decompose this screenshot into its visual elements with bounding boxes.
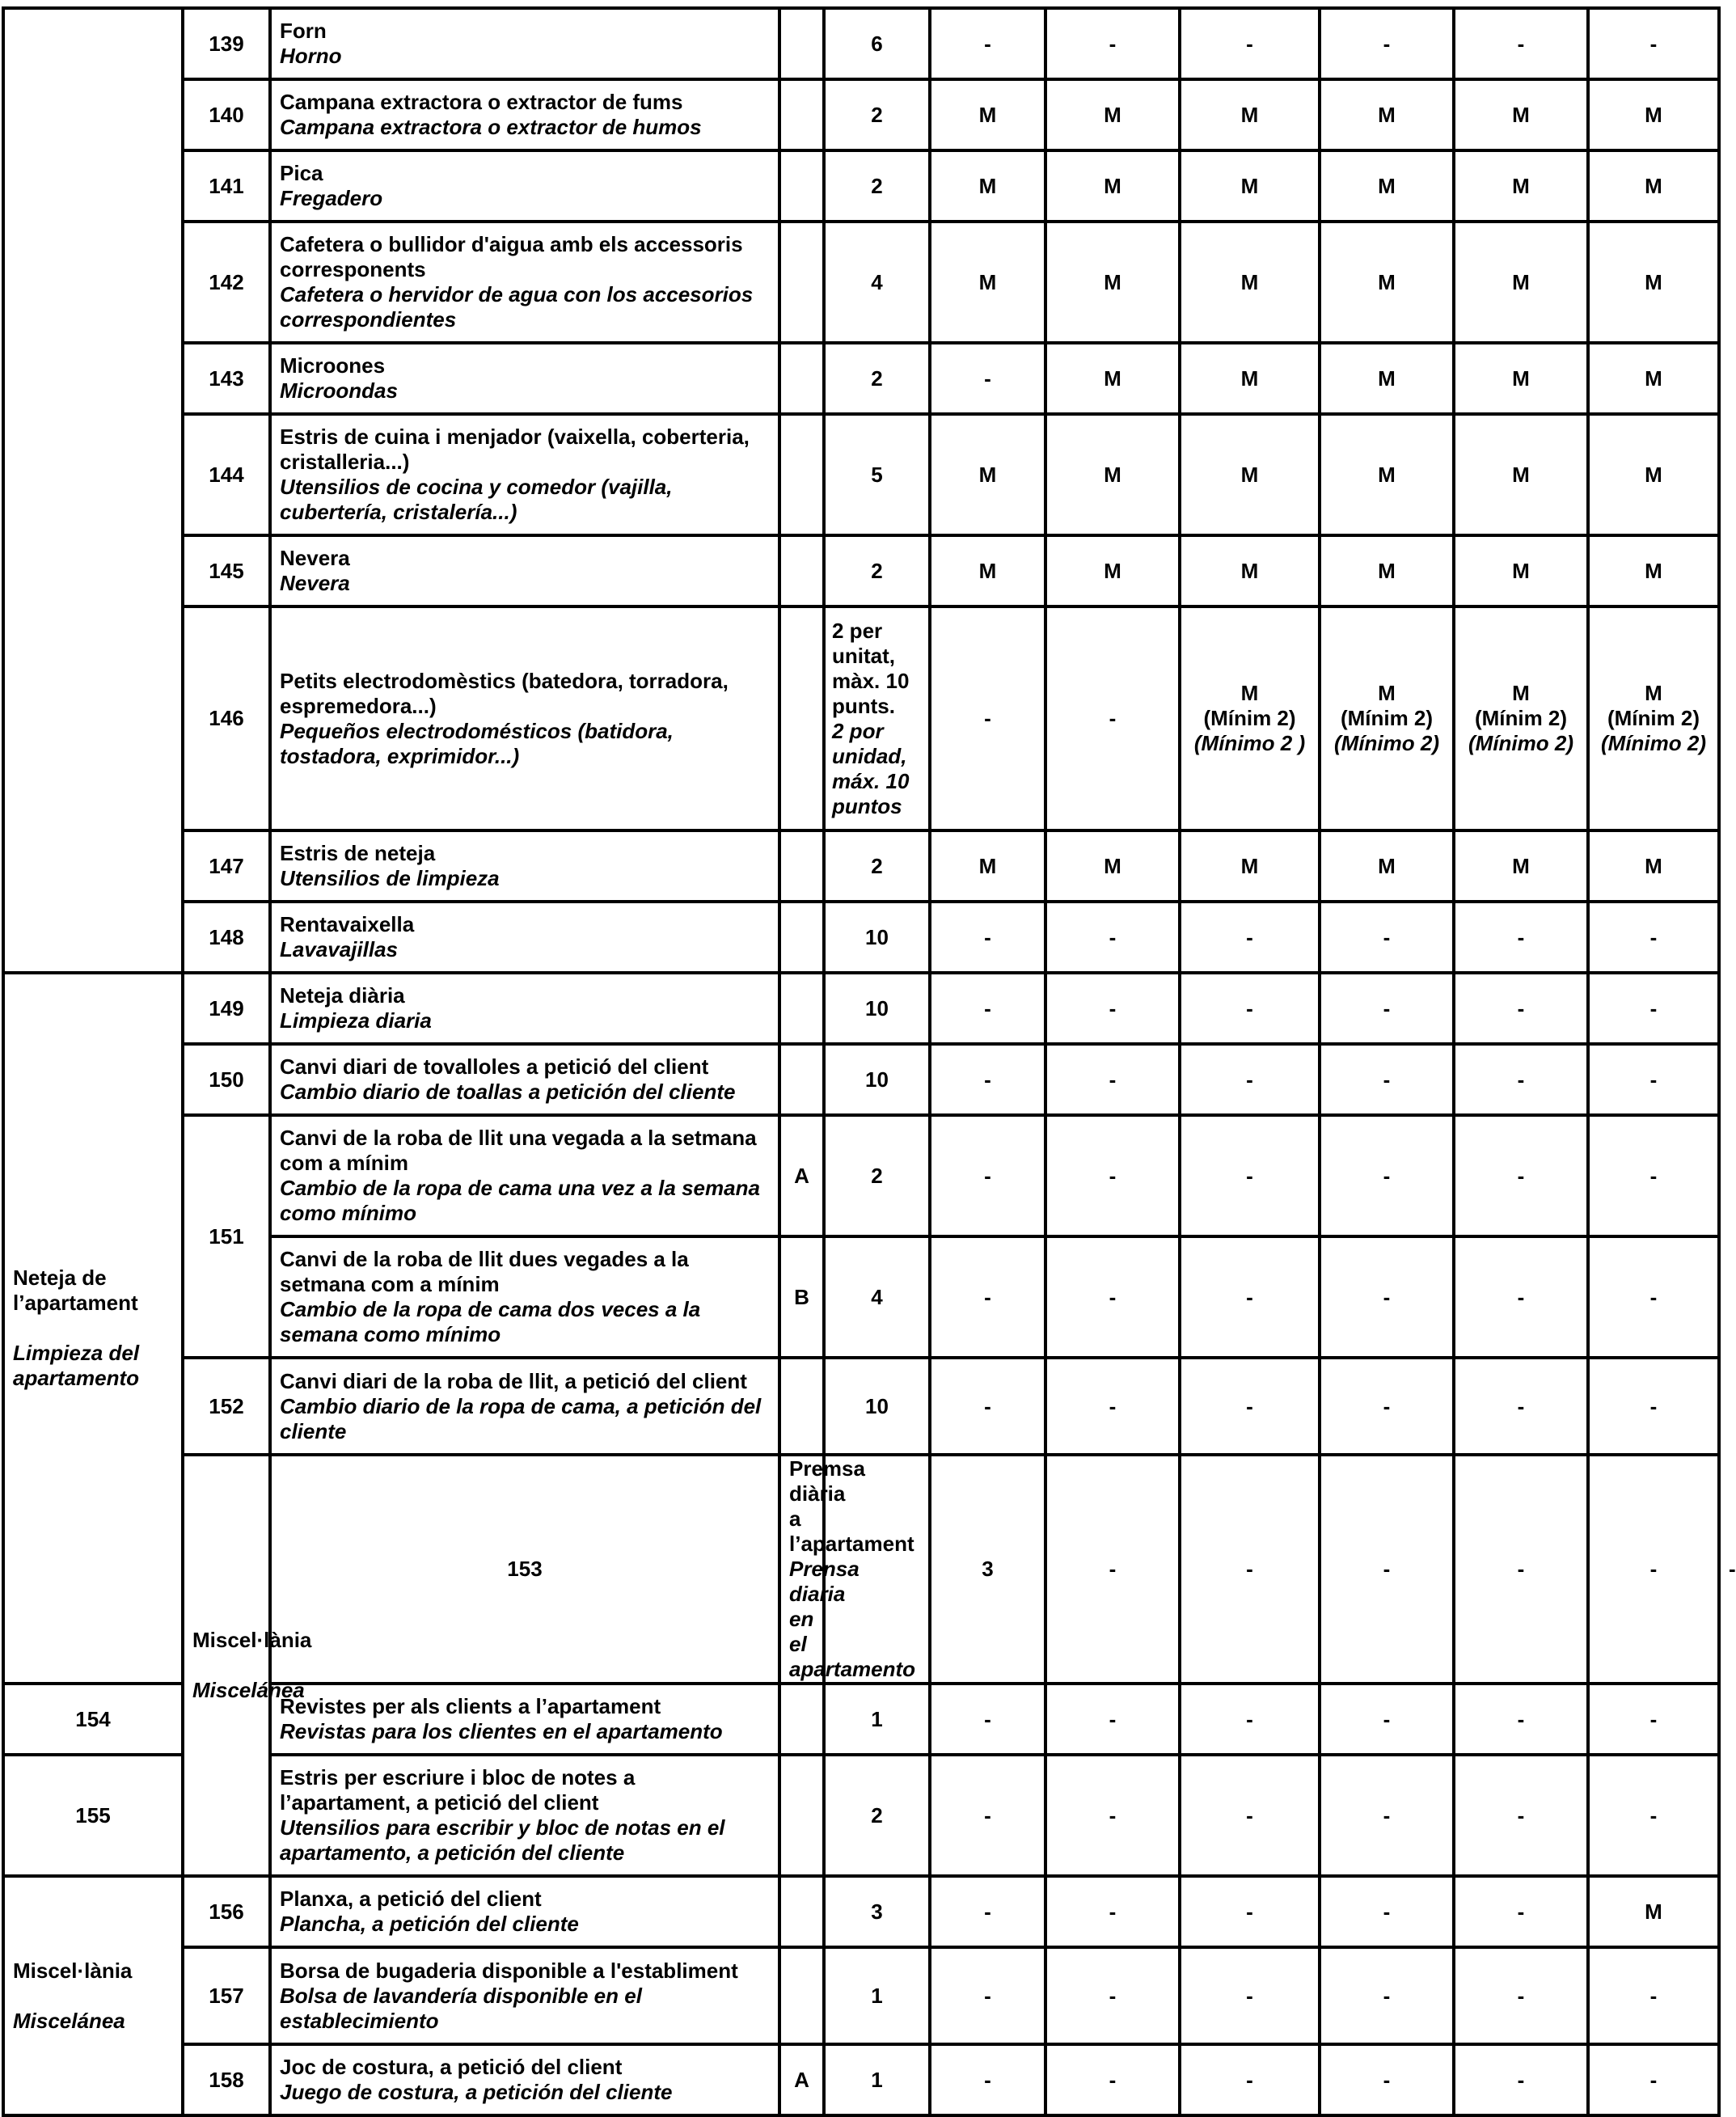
- item-points: [824, 606, 930, 830]
- item-description: [270, 150, 779, 222]
- category-value: -: [930, 1358, 1045, 1455]
- item-label-ca: Cafetera o bullidor d'aigua amb els accessoris corresponents: [280, 232, 743, 281]
- item-points: 4: [824, 222, 930, 343]
- table-row: [3, 973, 1719, 1044]
- category-value: M: [1180, 150, 1320, 222]
- item-number: 151: [183, 1115, 270, 1358]
- category-value: -: [1045, 606, 1180, 830]
- category-value: -: [1320, 973, 1454, 1044]
- category-value: M: [930, 414, 1045, 535]
- item-flag: [779, 8, 824, 79]
- item-label-es: Utensilios de limpieza: [280, 866, 500, 890]
- category-value: M: [1588, 150, 1719, 222]
- table-row: [3, 1358, 1719, 1455]
- item-points: 10: [824, 1358, 930, 1455]
- item-flag: A: [779, 1115, 824, 1236]
- category-cell-miscelania1: [183, 1455, 312, 1876]
- category-value: -: [930, 606, 1045, 830]
- item-label-es: Prensa diaria en el apartamento: [789, 1557, 916, 1681]
- value-minimum-ca: (Mínim 2): [1474, 706, 1568, 730]
- category-value: -: [930, 8, 1045, 79]
- item-label-es: Cafetera o hervidor de agua con los accesorios correspondientes: [280, 282, 754, 332]
- item-label-es: Utensilios de cocina y comedor (vajilla, cubertería, cristalería...): [280, 475, 673, 524]
- item-label-es: Juego de costura, a petición del cliente: [280, 2080, 673, 2104]
- category-value: -: [1180, 1947, 1320, 2044]
- category-value: -: [1320, 1044, 1454, 1115]
- item-points: 10: [824, 902, 930, 973]
- item-label-ca: Pica: [280, 161, 323, 185]
- category-value: -: [1045, 1684, 1180, 1755]
- item-label-ca: Borsa de bugaderia disponible a l'establiment: [280, 1958, 738, 1983]
- category-value: -: [1320, 1876, 1454, 1947]
- category-value: -: [1045, 1455, 1180, 1684]
- item-label-es: Cambio de la ropa de cama una vez a la semana como mínimo: [280, 1176, 760, 1225]
- category-value: [1180, 606, 1320, 830]
- value-mandatory: M: [1240, 681, 1259, 705]
- category-label-ca: Neteja de l’apartament: [13, 1266, 138, 1315]
- category-value: M: [1320, 535, 1454, 606]
- category-value: -: [930, 1684, 1045, 1755]
- category-value: -: [930, 2044, 1045, 2115]
- item-label-ca: Planxa, a petició del client: [280, 1887, 542, 1911]
- category-value: -: [1320, 1236, 1454, 1358]
- item-label-ca: Canvi diari de la roba de llit, a petició del client: [280, 1368, 747, 1393]
- item-number: 157: [183, 1947, 270, 2044]
- item-label-ca: Canvi diari de tovalloles a petició del client: [280, 1054, 709, 1079]
- item-label-es: Nevera: [280, 571, 350, 595]
- category-value: M: [1320, 830, 1454, 902]
- category-value: M: [1180, 222, 1320, 343]
- item-points: 2: [824, 535, 930, 606]
- category-value: -: [930, 1876, 1045, 1947]
- category-value: -: [1180, 1115, 1320, 1236]
- category-value: -: [930, 343, 1045, 414]
- item-number: 140: [183, 79, 270, 150]
- item-flag: [779, 1876, 824, 1947]
- category-value: -: [1045, 1115, 1180, 1236]
- table-row: [3, 1044, 1719, 1115]
- category-value: -: [1045, 1236, 1180, 1358]
- item-flag: [779, 973, 824, 1044]
- category-value: -: [1454, 1358, 1588, 1455]
- item-label-es: Utensilios para escribir y bloc de notas en el apartamento, a petición del cliente: [280, 1815, 725, 1865]
- table-row: Miscel·lània Miscelánea 153 Premsa diària a l’apartament Prensa diaria en el apartamento 3 - - - - - -: [3, 1455, 1719, 1684]
- item-points: 2: [824, 150, 930, 222]
- item-label-es: Pequeños electrodomésticos (batidora, tostadora, exprimidor...): [280, 718, 674, 768]
- item-label-es: Limpieza diaria: [280, 1008, 432, 1033]
- item-points: 3: [824, 1876, 930, 1947]
- category-value: M: [1454, 79, 1588, 150]
- criteria-table: [2, 6, 1736, 2117]
- item-number: 158: [183, 2044, 270, 2115]
- category-value: M: [930, 535, 1045, 606]
- category-value: -: [930, 1947, 1045, 2044]
- category-value: -: [1454, 2044, 1588, 2115]
- category-value: M: [1045, 535, 1180, 606]
- value-minimum-es: (Mínimo 2): [1334, 731, 1439, 755]
- item-description: [779, 1455, 916, 1684]
- item-label-es: Bolsa de lavandería disponible en el establecimiento: [280, 1983, 642, 2033]
- category-value: M: [1045, 830, 1180, 902]
- item-label-es: Horno: [280, 44, 342, 68]
- item-label-ca: Revistes per als clients a l’apartament: [280, 1694, 661, 1718]
- category-value: -: [1180, 1455, 1320, 1684]
- item-label-ca: Neteja diària: [280, 983, 405, 1008]
- table-row: [3, 414, 1719, 535]
- item-label-ca: Campana extractora o extractor de fums: [280, 90, 683, 114]
- category-value: M: [1320, 79, 1454, 150]
- category-value: -: [1454, 1236, 1588, 1358]
- item-description: [270, 79, 779, 150]
- category-value: -: [1454, 1044, 1588, 1115]
- table-row: [3, 606, 1719, 830]
- item-points: 2: [824, 830, 930, 902]
- item-points: 2: [824, 79, 930, 150]
- item-flag: A: [779, 2044, 824, 2115]
- category-value: -: [1045, 1947, 1180, 2044]
- item-label-es: Plancha, a petición del cliente: [280, 1912, 579, 1936]
- category-value: M: [1180, 830, 1320, 902]
- item-label-ca: Premsa diària a l’apartament: [789, 1456, 914, 1556]
- value-mandatory: M: [1378, 681, 1396, 705]
- table-row: [3, 8, 1719, 79]
- item-description: [270, 1044, 779, 1115]
- category-value: -: [1180, 8, 1320, 79]
- item-flag: [779, 1044, 824, 1115]
- category-value: M: [1588, 1876, 1719, 1947]
- category-value: M: [1588, 535, 1719, 606]
- category-value: -: [1320, 1947, 1454, 2044]
- category-value: M: [1588, 414, 1719, 535]
- points-es: 2 por unidad, máx. 10 puntos: [832, 718, 910, 818]
- category-value: M: [1454, 535, 1588, 606]
- item-label-es: Revistas para los clientes en el apartamento: [280, 1719, 723, 1743]
- value-minimum-ca: (Mínim 2): [1607, 706, 1700, 730]
- category-value: M: [1588, 830, 1719, 902]
- item-flag: [779, 150, 824, 222]
- item-label-ca: Canvi de la roba de llit dues vegades a la setmana com a mínim: [280, 1247, 689, 1296]
- item-flag: [779, 79, 824, 150]
- category-value: -: [1588, 1947, 1719, 2044]
- category-value: M: [1454, 343, 1588, 414]
- item-description: [270, 2044, 779, 2115]
- category-value: M: [930, 222, 1045, 343]
- category-value: -: [1045, 1358, 1180, 1455]
- category-value: -: [930, 1044, 1045, 1115]
- item-description: [270, 1115, 779, 1236]
- table-row: [3, 1947, 1719, 2044]
- table-row: [3, 1115, 1719, 1236]
- item-description: [270, 1947, 779, 2044]
- item-points: 1: [824, 1947, 930, 2044]
- category-value: -: [1588, 902, 1719, 973]
- category-value: -: [1320, 1358, 1454, 1455]
- category-label-ca: Miscel·lània: [13, 1958, 133, 1983]
- category-value: -: [1180, 902, 1320, 973]
- table-row: [3, 830, 1719, 902]
- category-value: M: [1454, 150, 1588, 222]
- item-number: 148: [183, 902, 270, 973]
- table-row: [3, 1876, 1719, 1947]
- table-row: [3, 343, 1719, 414]
- table-row: [3, 150, 1719, 222]
- category-value: -: [1180, 1755, 1320, 1876]
- item-flag: [779, 222, 824, 343]
- category-value: [1588, 606, 1719, 830]
- category-value: M: [1320, 222, 1454, 343]
- item-flag: [779, 414, 824, 535]
- value-minimum-es: (Mínimo 2): [1468, 731, 1573, 755]
- category-value: -: [1320, 1755, 1454, 1876]
- item-description: [270, 606, 779, 830]
- category-value: -: [1588, 1358, 1719, 1455]
- item-flag: [779, 902, 824, 973]
- category-value: -: [930, 1755, 1045, 1876]
- category-value: M: [1180, 414, 1320, 535]
- item-description: [270, 1876, 779, 1947]
- category-value: -: [1588, 1684, 1719, 1755]
- item-points: 6: [824, 8, 930, 79]
- category-value: -: [1045, 2044, 1180, 2115]
- item-label-ca: Canvi de la roba de llit una vegada a la setmana com a mínim: [280, 1126, 757, 1175]
- item-description: [270, 830, 779, 902]
- item-flag: [779, 606, 824, 830]
- category-value: M: [1454, 830, 1588, 902]
- item-label-ca: Petits electrodomèstics (batedora, torradora, espremedora...): [280, 668, 729, 718]
- category-value: M: [1320, 414, 1454, 535]
- item-label-ca: Nevera: [280, 546, 350, 570]
- item-number: 155: [3, 1755, 183, 1876]
- item-points: 3: [930, 1455, 1045, 1684]
- item-label-es: Cambio de la ropa de cama dos veces a la semana como mínimo: [280, 1297, 701, 1346]
- item-flag: [779, 535, 824, 606]
- item-number: 144: [183, 414, 270, 535]
- category-value: -: [930, 1115, 1045, 1236]
- value-minimum-ca: (Mínim 2): [1203, 706, 1296, 730]
- item-number: 156: [183, 1876, 270, 1947]
- value-minimum-ca: (Mínim 2): [1340, 706, 1434, 730]
- category-value: -: [1588, 2044, 1719, 2115]
- category-value: -: [1454, 1876, 1588, 1947]
- item-flag: [779, 1755, 824, 1876]
- item-flag: [779, 830, 824, 902]
- item-points: 4: [824, 1236, 930, 1358]
- category-value: -: [1454, 1455, 1588, 1684]
- item-label-ca: Forn: [280, 19, 327, 43]
- category-value: M: [1045, 343, 1180, 414]
- table-row: [3, 79, 1719, 150]
- category-value: M: [1045, 79, 1180, 150]
- category-value: M: [1045, 150, 1180, 222]
- category-value: M: [1588, 343, 1719, 414]
- category-value: M: [1320, 343, 1454, 414]
- item-number: 152: [183, 1358, 270, 1455]
- category-cell: [3, 8, 183, 973]
- category-value: [1454, 606, 1588, 830]
- item-flag: B: [779, 1236, 824, 1358]
- item-description: [270, 902, 779, 973]
- category-value: -: [1454, 1947, 1588, 2044]
- item-number: 153: [270, 1455, 779, 1684]
- value-minimum-es: (Mínimo 2 ): [1193, 731, 1306, 755]
- category-value: -: [1588, 8, 1719, 79]
- item-number: 154: [3, 1684, 183, 1755]
- item-description: [270, 1755, 779, 1876]
- item-label-ca: Estris de cuina i menjador (vaixella, coberteria, cristalleria...): [280, 425, 750, 474]
- item-number: 143: [183, 343, 270, 414]
- category-value: -: [1588, 1236, 1719, 1358]
- item-label-es: Cambio diario de toallas a petición del cliente: [280, 1080, 736, 1104]
- category-value: -: [1588, 973, 1719, 1044]
- category-value: -: [1588, 1044, 1719, 1115]
- item-number: 141: [183, 150, 270, 222]
- item-label-ca: Estris per escriure i bloc de notes a l’apartament, a petició del client: [280, 1765, 636, 1815]
- category-value: M: [1320, 150, 1454, 222]
- category-value: M: [1180, 79, 1320, 150]
- value-mandatory: M: [1645, 681, 1662, 705]
- category-value: -: [1454, 1684, 1588, 1755]
- item-number: 149: [183, 973, 270, 1044]
- category-value: -: [1320, 902, 1454, 973]
- category-value: M: [1180, 343, 1320, 414]
- category-value: -: [1180, 1236, 1320, 1358]
- category-cell-neteja: [3, 973, 183, 1684]
- item-label-es: Cambio diario de la ropa de cama, a petición del cliente: [280, 1393, 762, 1443]
- category-label-es: Miscelánea: [13, 2008, 125, 2033]
- category-value: M: [1045, 414, 1180, 535]
- category-value: -: [1180, 2044, 1320, 2115]
- category-value: M: [1045, 222, 1180, 343]
- category-value: -: [1045, 902, 1180, 973]
- category-value: -: [1180, 1876, 1320, 1947]
- category-value: -: [1180, 973, 1320, 1044]
- item-number: 147: [183, 830, 270, 902]
- category-value: -: [1045, 1876, 1180, 1947]
- points-ca: 2 per unitat, màx. 10 punts.: [832, 618, 910, 718]
- item-flag: [779, 343, 824, 414]
- item-description: [270, 1684, 779, 1755]
- item-number: 145: [183, 535, 270, 606]
- category-value: -: [1045, 8, 1180, 79]
- item-points: 2: [824, 343, 930, 414]
- item-points: 1: [824, 2044, 930, 2115]
- category-value: M: [1454, 414, 1588, 535]
- item-number: 139: [183, 8, 270, 79]
- table-row: [3, 2044, 1719, 2115]
- value-mandatory: M: [1512, 681, 1530, 705]
- item-label-es: Lavavajillas: [280, 937, 398, 961]
- item-label-ca: Rentavaixella: [280, 912, 415, 936]
- item-flag: [779, 1358, 824, 1455]
- item-points: 10: [824, 973, 930, 1044]
- item-label-ca: Joc de costura, a petició del client: [280, 2055, 623, 2079]
- table-row: [3, 902, 1719, 973]
- item-label-es: Fregadero: [280, 186, 383, 210]
- category-value: -: [1454, 902, 1588, 973]
- category-value: M: [1180, 535, 1320, 606]
- category-value: -: [930, 1236, 1045, 1358]
- category-value: -: [1180, 1044, 1320, 1115]
- item-description: [270, 1236, 779, 1358]
- item-description: [270, 973, 779, 1044]
- item-number: 146: [183, 606, 270, 830]
- category-label-es: Limpieza del apartamento: [13, 1341, 140, 1390]
- category-cell-miscelania2: [3, 1876, 183, 2115]
- category-value: -: [1320, 8, 1454, 79]
- item-number: 142: [183, 222, 270, 343]
- item-flag: [779, 1947, 824, 2044]
- category-value: -: [1320, 1455, 1454, 1684]
- category-value: -: [1180, 1358, 1320, 1455]
- category-value: -: [930, 902, 1045, 973]
- item-points: 2: [824, 1755, 930, 1876]
- category-value: -: [1588, 1755, 1719, 1876]
- item-description: [270, 222, 779, 343]
- item-points: 10: [824, 1044, 930, 1115]
- category-value: M: [930, 150, 1045, 222]
- category-value: -: [1045, 1044, 1180, 1115]
- item-points: 2: [824, 1115, 930, 1236]
- category-value: [1320, 606, 1454, 830]
- category-value: -: [1320, 1684, 1454, 1755]
- item-description: [270, 8, 779, 79]
- item-label-es: Microondas: [280, 378, 398, 403]
- item-description: [270, 535, 779, 606]
- item-description: [270, 1358, 779, 1455]
- item-points: 5: [824, 414, 930, 535]
- category-value: -: [1588, 1455, 1719, 1684]
- category-value: -: [1454, 8, 1588, 79]
- category-value: -: [1045, 973, 1180, 1044]
- category-value: M: [1588, 79, 1719, 150]
- category-label-es: Miscelánea: [192, 1678, 305, 1702]
- category-label-ca: Miscel·lània: [192, 1628, 312, 1652]
- category-value: -: [1045, 1755, 1180, 1876]
- item-description: [270, 343, 779, 414]
- value-minimum-es: (Mínimo 2): [1601, 731, 1706, 755]
- category-value: -: [1320, 2044, 1454, 2115]
- item-label-es: Campana extractora o extractor de humos: [280, 115, 702, 139]
- category-value: -: [1180, 1684, 1320, 1755]
- category-value: M: [1454, 222, 1588, 343]
- item-label-ca: Estris de neteja: [280, 841, 436, 865]
- item-flag: [779, 1684, 824, 1755]
- category-value: -: [1320, 1115, 1454, 1236]
- item-label-ca: Microones: [280, 353, 386, 378]
- table-row: [3, 222, 1719, 343]
- item-points: 1: [824, 1684, 930, 1755]
- table-row: [3, 535, 1719, 606]
- item-description: [270, 414, 779, 535]
- category-value: -: [930, 973, 1045, 1044]
- category-value: -: [1454, 973, 1588, 1044]
- category-value: -: [1454, 1115, 1588, 1236]
- category-value: M: [930, 830, 1045, 902]
- category-value: M: [1588, 222, 1719, 343]
- category-value: -: [1588, 1115, 1719, 1236]
- category-value: M: [930, 79, 1045, 150]
- item-number: 150: [183, 1044, 270, 1115]
- category-value: -: [1454, 1755, 1588, 1876]
